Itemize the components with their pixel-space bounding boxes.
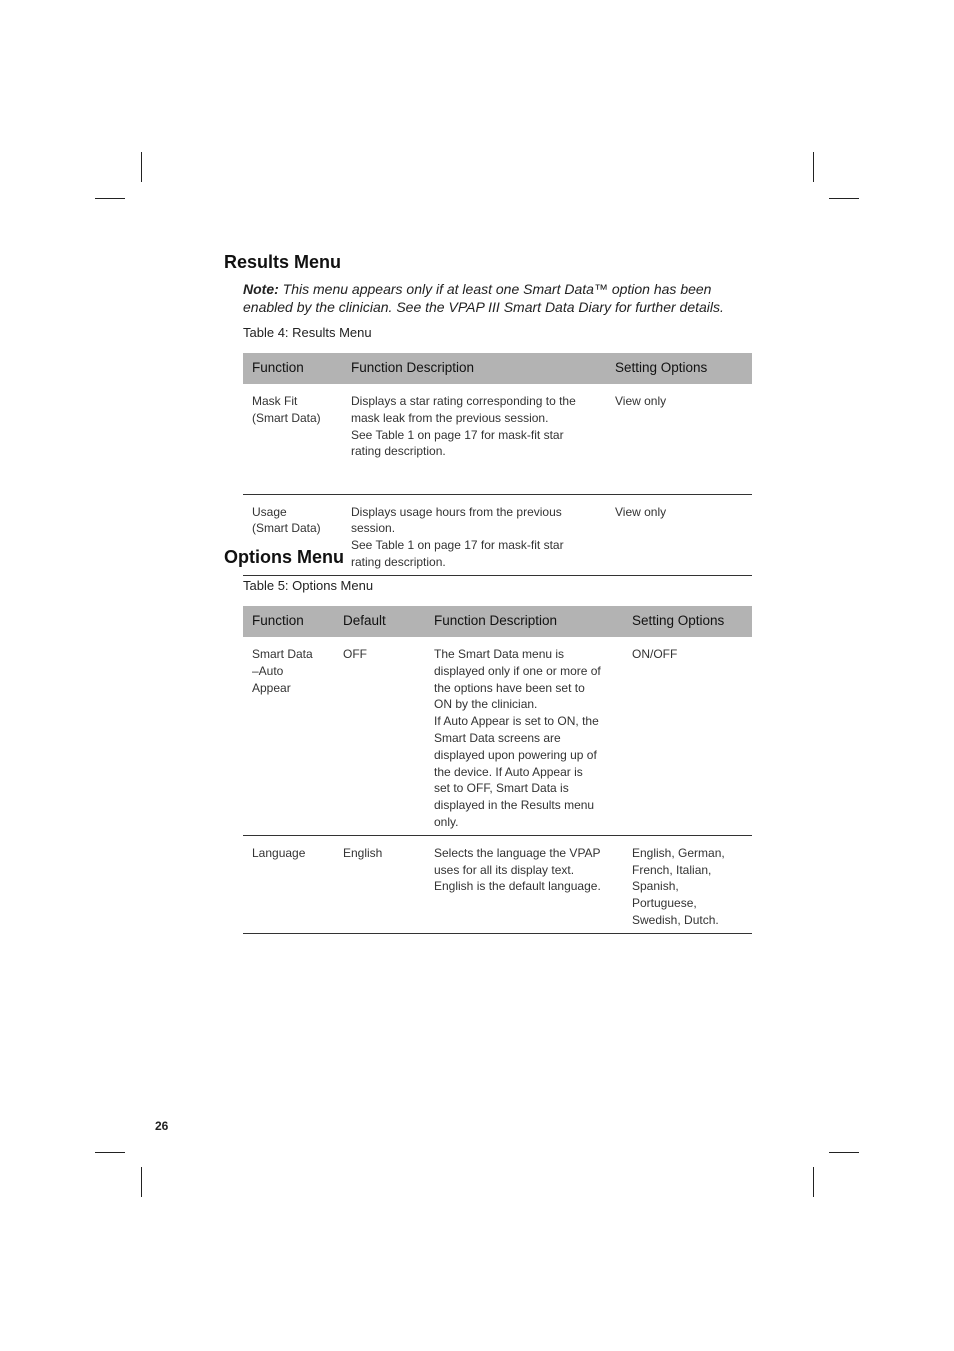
options-menu-table bbox=[243, 606, 752, 934]
cell-line: See Table 1 on page 17 for mask-fit star bbox=[351, 538, 564, 553]
cell-line: Displays a star rating corresponding to the bbox=[351, 394, 576, 408]
crop-mark-top-left-horizontal bbox=[95, 198, 125, 199]
cell-line: Swedish, Dutch. bbox=[632, 912, 719, 927]
cell-line: Smart Data screens are bbox=[434, 730, 561, 745]
cell-description bbox=[425, 637, 623, 835]
results-menu-table bbox=[243, 353, 752, 576]
table-header-row bbox=[243, 606, 752, 637]
cell-line: See Table 1 on page 17 for mask-fit star bbox=[351, 427, 564, 442]
cell-description bbox=[342, 384, 606, 494]
cell-line: Appear bbox=[252, 680, 291, 695]
cell-line: the options have been set to bbox=[434, 680, 585, 695]
cell-line: ON/OFF bbox=[632, 647, 678, 661]
cell-line: the device. If Auto Appear is bbox=[434, 764, 583, 779]
cell-line: Portuguese, bbox=[632, 896, 697, 911]
crop-mark-bottom-left-horizontal bbox=[95, 1152, 125, 1153]
column-header-setting-options: Setting Options bbox=[623, 606, 752, 637]
cell-line: View only bbox=[615, 394, 667, 408]
cell-line: English, German, bbox=[632, 845, 725, 860]
note-label: Note: bbox=[243, 281, 279, 297]
cell-line: Mask Fit bbox=[252, 394, 298, 408]
cell-line: Selects the language the VPAP bbox=[434, 845, 601, 860]
table-4-caption: Table 4: Results Menu bbox=[243, 325, 372, 340]
column-header-function: Function bbox=[243, 353, 342, 384]
column-header-function-description: Function Description bbox=[425, 606, 623, 637]
cell-line: Spanish, bbox=[632, 879, 679, 894]
cell-line: The Smart Data menu is bbox=[434, 647, 565, 661]
cell-line: Displays usage hours from the previous bbox=[351, 504, 562, 519]
cell-line: displayed only if one or more of bbox=[434, 663, 601, 678]
cell-default bbox=[334, 637, 425, 835]
cell-line: displayed in the Results menu bbox=[434, 798, 595, 813]
cell-setting-options bbox=[623, 637, 752, 835]
table-5-caption: Table 5: Options Menu bbox=[243, 578, 374, 593]
table-header-row bbox=[243, 353, 752, 384]
cell-line: session. bbox=[351, 521, 396, 536]
cell-line: uses for all its display text. bbox=[434, 862, 575, 877]
cell-line: rating description. bbox=[351, 554, 446, 569]
cell-line: OFF bbox=[343, 647, 367, 661]
cell-line: Usage bbox=[252, 504, 287, 519]
cell-function bbox=[243, 637, 334, 835]
cell-default bbox=[334, 835, 425, 933]
column-header-setting-options: Setting Options bbox=[606, 353, 752, 384]
note-text: This menu appears only if at least one Smart Data™ option has been enabled by the clinician. See the VPAP III Smart Data Diary for further details. bbox=[243, 281, 724, 315]
cell-line: only. bbox=[434, 814, 459, 829]
cell-line: displayed upon powering up of bbox=[434, 747, 597, 762]
cell-line: mask leak from the previous session. bbox=[351, 410, 549, 425]
column-header-function-description: Function Description bbox=[342, 353, 606, 384]
options-menu-heading: Options Menu bbox=[224, 547, 344, 567]
cell-line: English bbox=[343, 845, 383, 860]
cell-setting-options bbox=[606, 384, 752, 494]
cell-line: set to OFF, Smart Data is bbox=[434, 781, 569, 796]
cell-line: English is the default language. bbox=[434, 879, 601, 894]
column-header-function: Function bbox=[243, 606, 334, 637]
cell-setting-options bbox=[623, 835, 752, 933]
cell-line: Smart Data bbox=[252, 647, 313, 661]
cell-function bbox=[243, 835, 334, 933]
cell-function bbox=[243, 384, 342, 494]
cell-line: (Smart Data) bbox=[252, 521, 321, 536]
results-menu-heading: Results Menu bbox=[224, 252, 342, 272]
results-menu-note bbox=[243, 280, 763, 316]
crop-mark-top-right-vertical bbox=[813, 152, 814, 182]
cell-line: If Auto Appear is set to ON, the bbox=[434, 714, 599, 729]
crop-mark-bottom-left-vertical bbox=[141, 1167, 142, 1197]
table-row bbox=[243, 637, 752, 835]
crop-mark-bottom-right-vertical bbox=[813, 1167, 814, 1197]
crop-mark-top-left-vertical bbox=[141, 152, 142, 182]
cell-setting-options bbox=[606, 494, 752, 575]
cell-line: French, Italian, bbox=[632, 862, 712, 877]
cell-line: View only bbox=[615, 504, 667, 519]
crop-mark-top-right-horizontal bbox=[829, 198, 859, 199]
cell-line: –Auto bbox=[252, 663, 284, 678]
cell-line: (Smart Data) bbox=[252, 410, 321, 425]
cell-line: rating description. bbox=[351, 444, 446, 459]
cell-description bbox=[342, 494, 606, 575]
column-header-default: Default bbox=[334, 606, 425, 637]
cell-line: ON by the clinician. bbox=[434, 697, 538, 712]
page-number: 26 bbox=[155, 1119, 169, 1133]
cell-description bbox=[425, 835, 623, 933]
crop-mark-bottom-right-horizontal bbox=[829, 1152, 859, 1153]
cell-line: Language bbox=[252, 845, 306, 860]
table-row bbox=[243, 835, 752, 933]
table-row bbox=[243, 384, 752, 494]
